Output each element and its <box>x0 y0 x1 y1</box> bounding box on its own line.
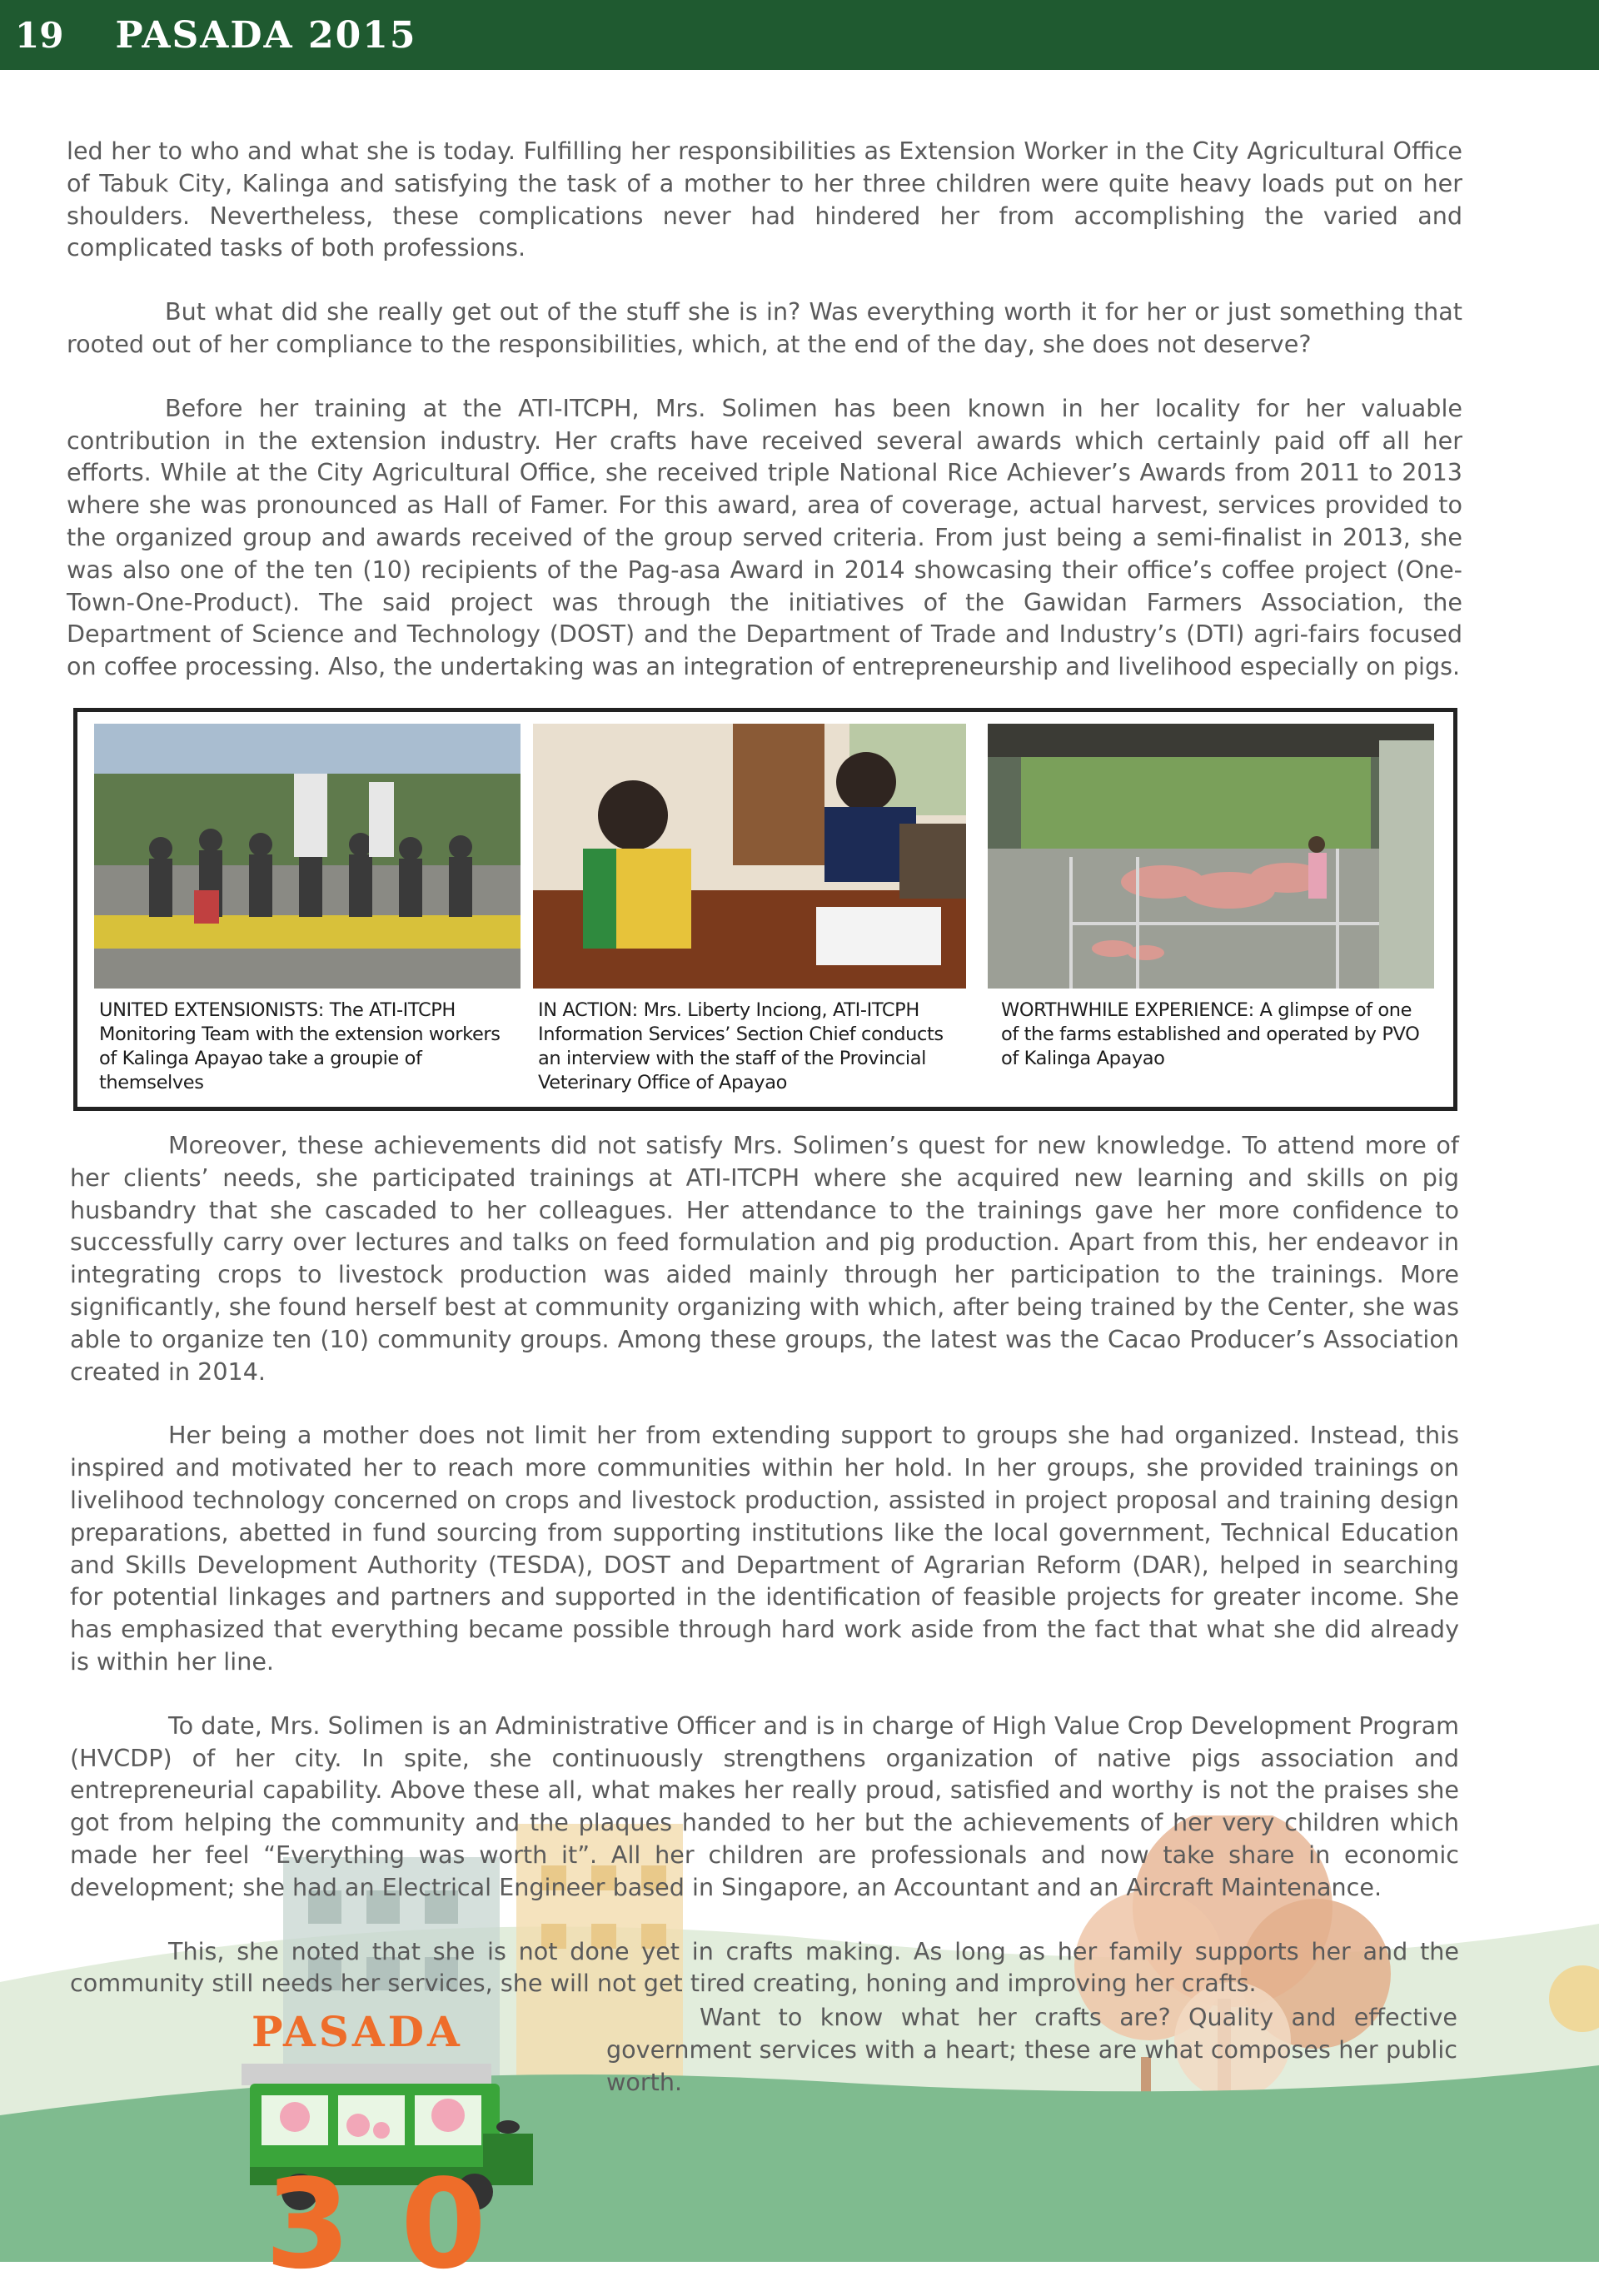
logo-number: 30 <box>265 2153 536 2296</box>
paragraph: led her to who and what she is today. Fulfilling her responsibilities as Extension Worker in the City Agricultural Office of Tabuk City, Kalinga and satisfying the task of a mother to her three children were quite heavy loads put on her shoulders. Nevertheless, these complications never had hindered her from accomplishing the varied and complicated tasks of both professions. <box>67 137 1462 262</box>
page-header <box>0 0 1599 70</box>
photo-caption: IN ACTION: Mrs. Liberty Inciong, ATI-ITCPH Information Services’ Section Chief conducts an interview with the staff of the Provincial Veterinary Office of Apayao <box>538 999 944 1093</box>
closing-paragraph: Want to know what her crafts are? Quality and effective government services with a heart; these are what composes her public worth. <box>606 2003 1457 2096</box>
paragraph: Her being a mother does not limit her from extending support to groups she had organized. Instead, this inspired and motivated her to reach more communities within her hold. In her groups, she provided trainings on livelihood technology concerned on crops and livestock production, assisted in project proposal and training design preparations, abetted in fund sourcing from supporting institutions like the local government, Technical Education and Skills Development Authority (TESDA), DOST and Department of Agrarian Reform (DAR), helped in searching for potential linkages and partners and supported in the identification of feasible projects for greater income. She has emphasized that everything became possible through hard work aside from the fact that what she did already is within her line. <box>70 1421 1459 1676</box>
magazine-title: PASADA 2015 <box>115 13 417 57</box>
paragraph: To date, Mrs. Solimen is an Administrative Officer and is in charge of High Value Crop Development Program (HVCDP) of her city. In spite, she continuously strengthens organization of native pigs association and entrepreneurial capability. Above these all, what makes her really proud, satisfied and worthy is not the praises she got from helping the community and the plaques handed to her but the achievements of her very children which made her feel “Everything was worth it”. All her children are professionals and now take share in economic development; she had an Electrical Engineer based in Singapore, an Accountant and an Aircraft Maintenance. <box>70 1711 1459 1901</box>
article-body-top <box>67 135 1462 683</box>
paragraph: Moreover, these achievements did not satisfy Mrs. Solimen’s quest for new knowledge. To attend more of her clients’ needs, she participated trainings at ATI-ITCPH where she acquired new learning and skills on pig husbandry that she cascaded to her colleagues. Her attendance to the trainings gave her more confidence to successfully carry over lectures and talks on feed formulation and pig production. Apart from this, her endeavor in integrating crops to livestock production was aided mainly through her participation to the trainings. More significantly, she found herself best at community organizing with which, after being trained by the Center, she was able to organize ten (10) community groups. Among these groups, the latest was the Cacao Producer’s Association created in 2014. <box>70 1131 1459 1386</box>
photo-caption: UNITED EXTENSIONISTS: The ATI-ITCPH Monitoring Team with the extension workers of Kalinga Apayao take a groupie of themselves <box>99 999 501 1093</box>
paragraph: Before her training at the ATI-ITCPH, Mrs. Solimen has been known in her locality for her valuable contribution in the extension industry. Her crafts have received several awards which certainly paid off all her efforts. While at the City Agricultural Office, she received triple National Rice Achiever’s Awards from 2011 to 2013 where she was pronounced as Hall of Famer. For this award, area of coverage, actual harvest, services provided to the organized group and awards received of the group served criteria. From just being a semi-finalist in 2013, she was also one of the ten (10) recipients of the Pag-asa Award in 2014 showcasing their office’s coffee project (One-Town-One-Product). The said project was through the initiatives of the Gawidan Farmers Association, the Department of Science and Technology (DOST) and the Department of Trade and Industry’s (DTI) agri-fairs focused on coffee processing. Also, the undertaking was an integration of entrepreneurship and livelihood especially on pigs. <box>67 393 1462 681</box>
photo-pig-farm <box>988 724 1434 989</box>
logo-wordmark: PASADA <box>252 2007 463 2056</box>
paragraph: But what did she really get out of the stuff she is in? Was everything worth it for her or just something that rooted out of her compliance to the responsibilities, which, at the end of the day, she does not deserve? <box>67 297 1462 358</box>
page-number: 19 <box>15 14 64 56</box>
photo-gallery <box>73 708 1457 1111</box>
photo-caption: WORTHWHILE EXPERIENCE: A glimpse of one of the farms established and operated by PVO of Kalinga Apayao <box>1001 999 1420 1069</box>
photo-group-outdoors <box>94 724 521 989</box>
pasada-30-logo <box>233 2007 550 2296</box>
article-body-bottom <box>70 1129 1459 2000</box>
photo-interview <box>533 724 966 989</box>
paragraph: This, she noted that she is not done yet in crafts making. As long as her family supports her and the community still needs her services, she will not get tired creating, honing and improving her crafts. <box>70 1936 1459 1998</box>
